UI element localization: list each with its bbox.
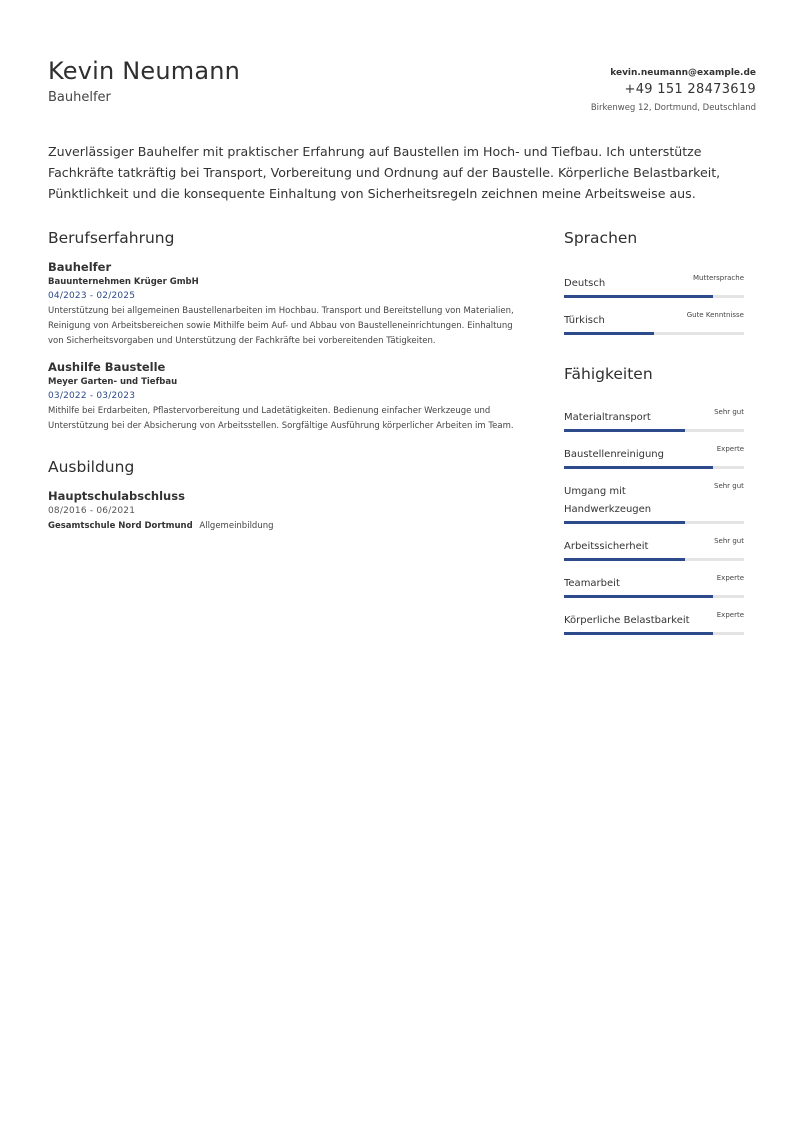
language-level-bar (564, 332, 744, 335)
address: Birkenweg 12, Dortmund, Deutschland (590, 103, 756, 113)
experience-heading: Berufserfahrung (48, 229, 175, 247)
skill-level-bar (564, 429, 744, 432)
skill-level-bar (564, 558, 744, 561)
company-name: Meyer Garten- und Tiefbau (48, 377, 178, 387)
language-item (564, 271, 744, 298)
skill-name: Teamarbeit (564, 578, 620, 589)
candidate-role: Bauhelfer (48, 90, 111, 105)
skill-level-fill (564, 521, 685, 524)
language-name: Deutsch (564, 278, 606, 289)
skills-heading: Fähigkeiten (564, 365, 653, 383)
skill-level-bar (564, 595, 744, 598)
skill-level: Experte (716, 445, 744, 453)
main-column (48, 229, 518, 543)
skill-name: Körperliche Belastbarkeit (564, 615, 690, 626)
experience-item (48, 259, 518, 349)
skill-level: Sehr gut (714, 482, 744, 490)
languages-heading: Sprachen (564, 229, 638, 247)
skill-item (564, 479, 744, 524)
skill-level-bar (564, 521, 744, 524)
language-level-bar (564, 295, 744, 298)
skill-level-fill (564, 558, 685, 561)
experience-item (48, 359, 518, 434)
skill-name: Arbeitssicherheit (564, 541, 649, 552)
skill-item (564, 571, 744, 598)
profile-summary: Zuverlässiger Bauhelfer mit praktischer Erfahrung auf Baustellen im Hoch- und Tiefbau. Ich unterstütze Fachkräfte tatkräftig bei Transport, Vorbereitung und Ordnung auf der Baustelle. Körperliche Belastbarkeit, Pünktlichkeit und die konsequente Einhaltung von Sicherheitsregeln zeichnen meine Arbeitsweise aus. (48, 144, 721, 201)
skill-level: Experte (716, 574, 744, 582)
language-level: Gute Kenntnisse (686, 311, 744, 319)
language-name: Türkisch (564, 315, 605, 326)
skill-name: Umgang mit Handwerkzeugen (564, 486, 652, 515)
contact-block (591, 66, 756, 116)
skill-level: Sehr gut (714, 408, 744, 416)
skill-level: Experte (716, 611, 744, 619)
job-description: Mithilfe bei Erdarbeiten, Pflastervorbereitung und Ladetätigkeiten. Bedienung einfacher Werkzeuge und Unterstützung bei der Absicherung von Arbeitsstellen. Sorgfältige Ausführung körperlicher Arbeiten im Team. (48, 406, 514, 431)
language-item (564, 308, 744, 335)
job-period: 04/2023 - 02/2025 (48, 291, 136, 301)
skill-item (564, 534, 744, 561)
language-level-fill (564, 332, 654, 335)
skill-name: Baustellenreinigung (564, 449, 664, 460)
education-item (48, 488, 518, 533)
email-link[interactable]: kevin.neumann@example.de (610, 68, 756, 78)
skill-item (564, 608, 744, 635)
skill-name: Materialtransport (564, 412, 651, 423)
candidate-name: Kevin Neumann (48, 57, 241, 85)
education-heading: Ausbildung (48, 458, 135, 476)
job-description: Unterstützung bei allgemeinen Baustellenarbeiten im Hochbau. Transport und Bereitstellung von Materialien, Reinigung von Arbeitsbereichen sowie Mithilfe beim Auf- und Abbau von Baustelleneinrichtungen. Einhaltung von Sicherheitsvorgaben und Unterstützung der Fachkräfte bei vorbereitenden Tätigkeiten. (48, 306, 514, 346)
skill-level-bar (564, 466, 744, 469)
education-details (48, 519, 518, 533)
language-level-fill (564, 295, 713, 298)
phone-number[interactable]: +49 151 28473619 (624, 82, 756, 97)
degree-title: Hauptschulabschluss (48, 489, 185, 503)
skill-item (564, 405, 744, 432)
field-of-study: Allgemeinbildung (199, 521, 274, 531)
school-name: Gesamtschule Nord Dortmund (48, 521, 193, 531)
skill-level-fill (564, 632, 713, 635)
language-level: Muttersprache (693, 274, 744, 282)
job-title: Aushilfe Baustelle (48, 360, 166, 374)
skill-item (564, 442, 744, 469)
skill-level-fill (564, 595, 713, 598)
skill-level-bar (564, 632, 744, 635)
skill-level: Sehr gut (714, 537, 744, 545)
skill-level-fill (564, 466, 713, 469)
skill-level-fill (564, 429, 685, 432)
job-title: Bauhelfer (48, 260, 112, 274)
company-name: Bauunternehmen Krüger GmbH (48, 277, 199, 287)
side-column (564, 229, 744, 645)
job-period: 03/2022 - 03/2023 (48, 391, 136, 401)
education-period: 08/2016 - 06/2021 (48, 506, 136, 516)
